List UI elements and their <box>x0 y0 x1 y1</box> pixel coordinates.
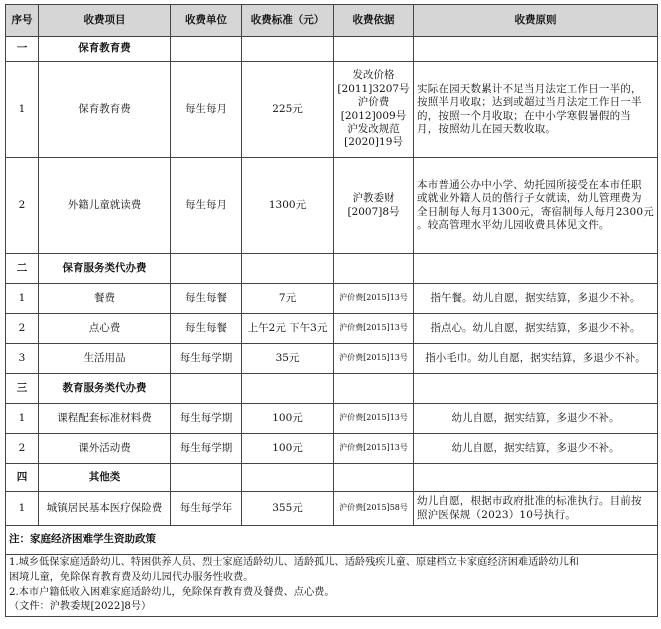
row-item: 餐费 <box>39 284 171 314</box>
table-row <box>6 158 658 254</box>
row-basis <box>334 62 414 158</box>
row-basis: 沪价费[2015]13号 <box>334 404 414 434</box>
basis-line: 沪教委财 <box>352 192 395 205</box>
row-seq: 3 <box>6 344 39 374</box>
row-standard: 上午2元 下午3元 <box>242 314 334 344</box>
row-principle: 指点心。幼儿自愿，据实结算，多退少不补。 <box>414 314 658 344</box>
basis-line: [2007]8号 <box>347 205 400 218</box>
row-basis: 沪价费[2015]13号 <box>334 284 414 314</box>
note-body-row <box>6 555 658 617</box>
note-line: （文件：沪教委规[2022]8号） <box>9 601 152 613</box>
row-basis: 沪价费[2015]13号 <box>334 314 414 344</box>
section-row <box>6 374 658 404</box>
basis-line: [2011]3207号 <box>337 82 410 95</box>
note-line: 2.本市户籍低收入困难家庭适龄幼儿，免除保育教育费及餐费、点心费。 <box>9 586 335 598</box>
header-row <box>6 5 658 37</box>
row-item: 课程配套标准材料费 <box>39 404 171 434</box>
row-seq: 2 <box>6 158 39 254</box>
table-row <box>6 62 658 158</box>
principle-line: 幼儿自愿，根据市政府批准的标准执行。目前按 <box>417 495 642 508</box>
row-principle <box>414 158 658 254</box>
note-title: 注：家庭经济困难学生资助政策 <box>6 526 658 555</box>
row-item: 城镇居民基本医疗保险费 <box>39 492 171 526</box>
table-row <box>6 344 658 374</box>
row-item: 生活用品 <box>39 344 171 374</box>
row-item: 外籍儿童就读费 <box>39 158 171 254</box>
row-seq: 1 <box>6 492 39 526</box>
section-index: 一 <box>6 37 39 62</box>
table-row <box>6 284 658 314</box>
header-standard: 收费标准（元） <box>242 5 334 37</box>
header-basis: 收费依据 <box>334 5 414 37</box>
note-title-row <box>6 526 658 555</box>
section-title: 其他类 <box>39 464 171 492</box>
row-principle: 指午餐。幼儿自愿，据实结算，多退少不补。 <box>414 284 658 314</box>
fee-table <box>5 4 658 617</box>
table-row <box>6 314 658 344</box>
section-title: 保育教育费 <box>39 37 171 62</box>
principle-line: 或就业外籍人员的偕行子女就读，幼儿管理费为 <box>417 192 642 205</box>
section-row <box>6 254 658 284</box>
row-principle: 指小毛巾。幼儿自愿，据实结算，多退少不补。 <box>414 344 658 374</box>
row-basis: 沪价费[2015]58号 <box>334 492 414 526</box>
principle-line: 按照半月收取；达到或超过当月法定工作日一半 <box>417 96 642 109</box>
row-standard: 355元 <box>242 492 334 526</box>
principle-line: 月，按照幼儿在园天数收取。 <box>417 122 557 135</box>
basis-line: 沪发改规范 <box>347 122 400 135</box>
row-basis: 沪价费[2015]13号 <box>334 344 414 374</box>
row-principle <box>414 62 658 158</box>
row-unit: 每生每学期 <box>171 344 242 374</box>
section-row <box>6 37 658 62</box>
section-index: 四 <box>6 464 39 492</box>
row-standard: 100元 <box>242 404 334 434</box>
table-row <box>6 434 658 464</box>
note-line: 1.城乡低保家庭适龄幼儿、特困供养人员、烈士家庭适龄幼儿、适龄孤儿、适龄残疾儿童、原建档立卡家庭经济困难适龄幼儿和 <box>9 557 580 568</box>
row-seq: 1 <box>6 404 39 434</box>
header-seq: 序号 <box>6 5 39 37</box>
row-standard: 225元 <box>242 62 334 158</box>
principle-line: 的，按照一个月收取；在中小学寒假暑假的当 <box>417 109 631 122</box>
row-unit: 每生每学期 <box>171 434 242 464</box>
table-row <box>6 404 658 434</box>
table-row <box>6 492 658 526</box>
header-unit: 收费单位 <box>171 5 242 37</box>
row-principle: 幼儿自愿，据实结算，多退少不补。 <box>414 404 658 434</box>
row-basis <box>334 158 414 254</box>
section-title: 保育服务类代办费 <box>39 254 171 284</box>
row-item: 保育教育费 <box>39 62 171 158</box>
principle-line: 照沪医保规（2023）10号执行。 <box>417 508 576 521</box>
principle-line: 全日制每人每月1300元，寄宿制每人每月2300元 <box>417 205 654 218</box>
basis-line: 沪价费 <box>357 96 390 109</box>
row-unit: 每生每学期 <box>171 404 242 434</box>
row-unit: 每生每学年 <box>171 492 242 526</box>
row-seq: 1 <box>6 62 39 158</box>
section-title: 教育服务类代办费 <box>39 374 171 404</box>
header-principle: 收费原则 <box>414 5 658 37</box>
row-standard: 7元 <box>242 284 334 314</box>
row-basis: 沪价费[2015]13号 <box>334 434 414 464</box>
section-row <box>6 464 658 492</box>
principle-line: 本市普通公办中小学、幼托园所接受在本市任职 <box>417 178 642 191</box>
row-principle <box>414 492 658 526</box>
basis-line: [2020]19号 <box>344 136 403 149</box>
section-index: 三 <box>6 374 39 404</box>
row-item: 点心费 <box>39 314 171 344</box>
row-unit: 每生每月 <box>171 62 242 158</box>
row-standard: 1300元 <box>242 158 334 254</box>
principle-line: 。较高管理水平幼儿园收费具体见文件。 <box>417 218 610 231</box>
basis-line: 发改价格 <box>352 69 395 82</box>
section-index: 二 <box>6 254 39 284</box>
row-unit: 每生每月 <box>171 158 242 254</box>
note-body <box>6 555 658 617</box>
principle-line: 实际在园天数累计不足当月法定工作日一半的， <box>417 82 642 95</box>
row-seq: 2 <box>6 314 39 344</box>
row-standard: 100元 <box>242 434 334 464</box>
row-item: 课外活动费 <box>39 434 171 464</box>
row-principle: 幼儿自愿，据实结算，多退少不补。 <box>414 434 658 464</box>
header-item: 收费项目 <box>39 5 171 37</box>
row-unit: 每生每餐 <box>171 314 242 344</box>
row-standard: 35元 <box>242 344 334 374</box>
row-unit: 每生每餐 <box>171 284 242 314</box>
row-seq: 1 <box>6 284 39 314</box>
note-line: 困境儿童，免除保育教育费及幼儿园代办服务性收费。 <box>9 571 254 583</box>
row-seq: 2 <box>6 434 39 464</box>
basis-line: [2012]009号 <box>340 109 407 122</box>
